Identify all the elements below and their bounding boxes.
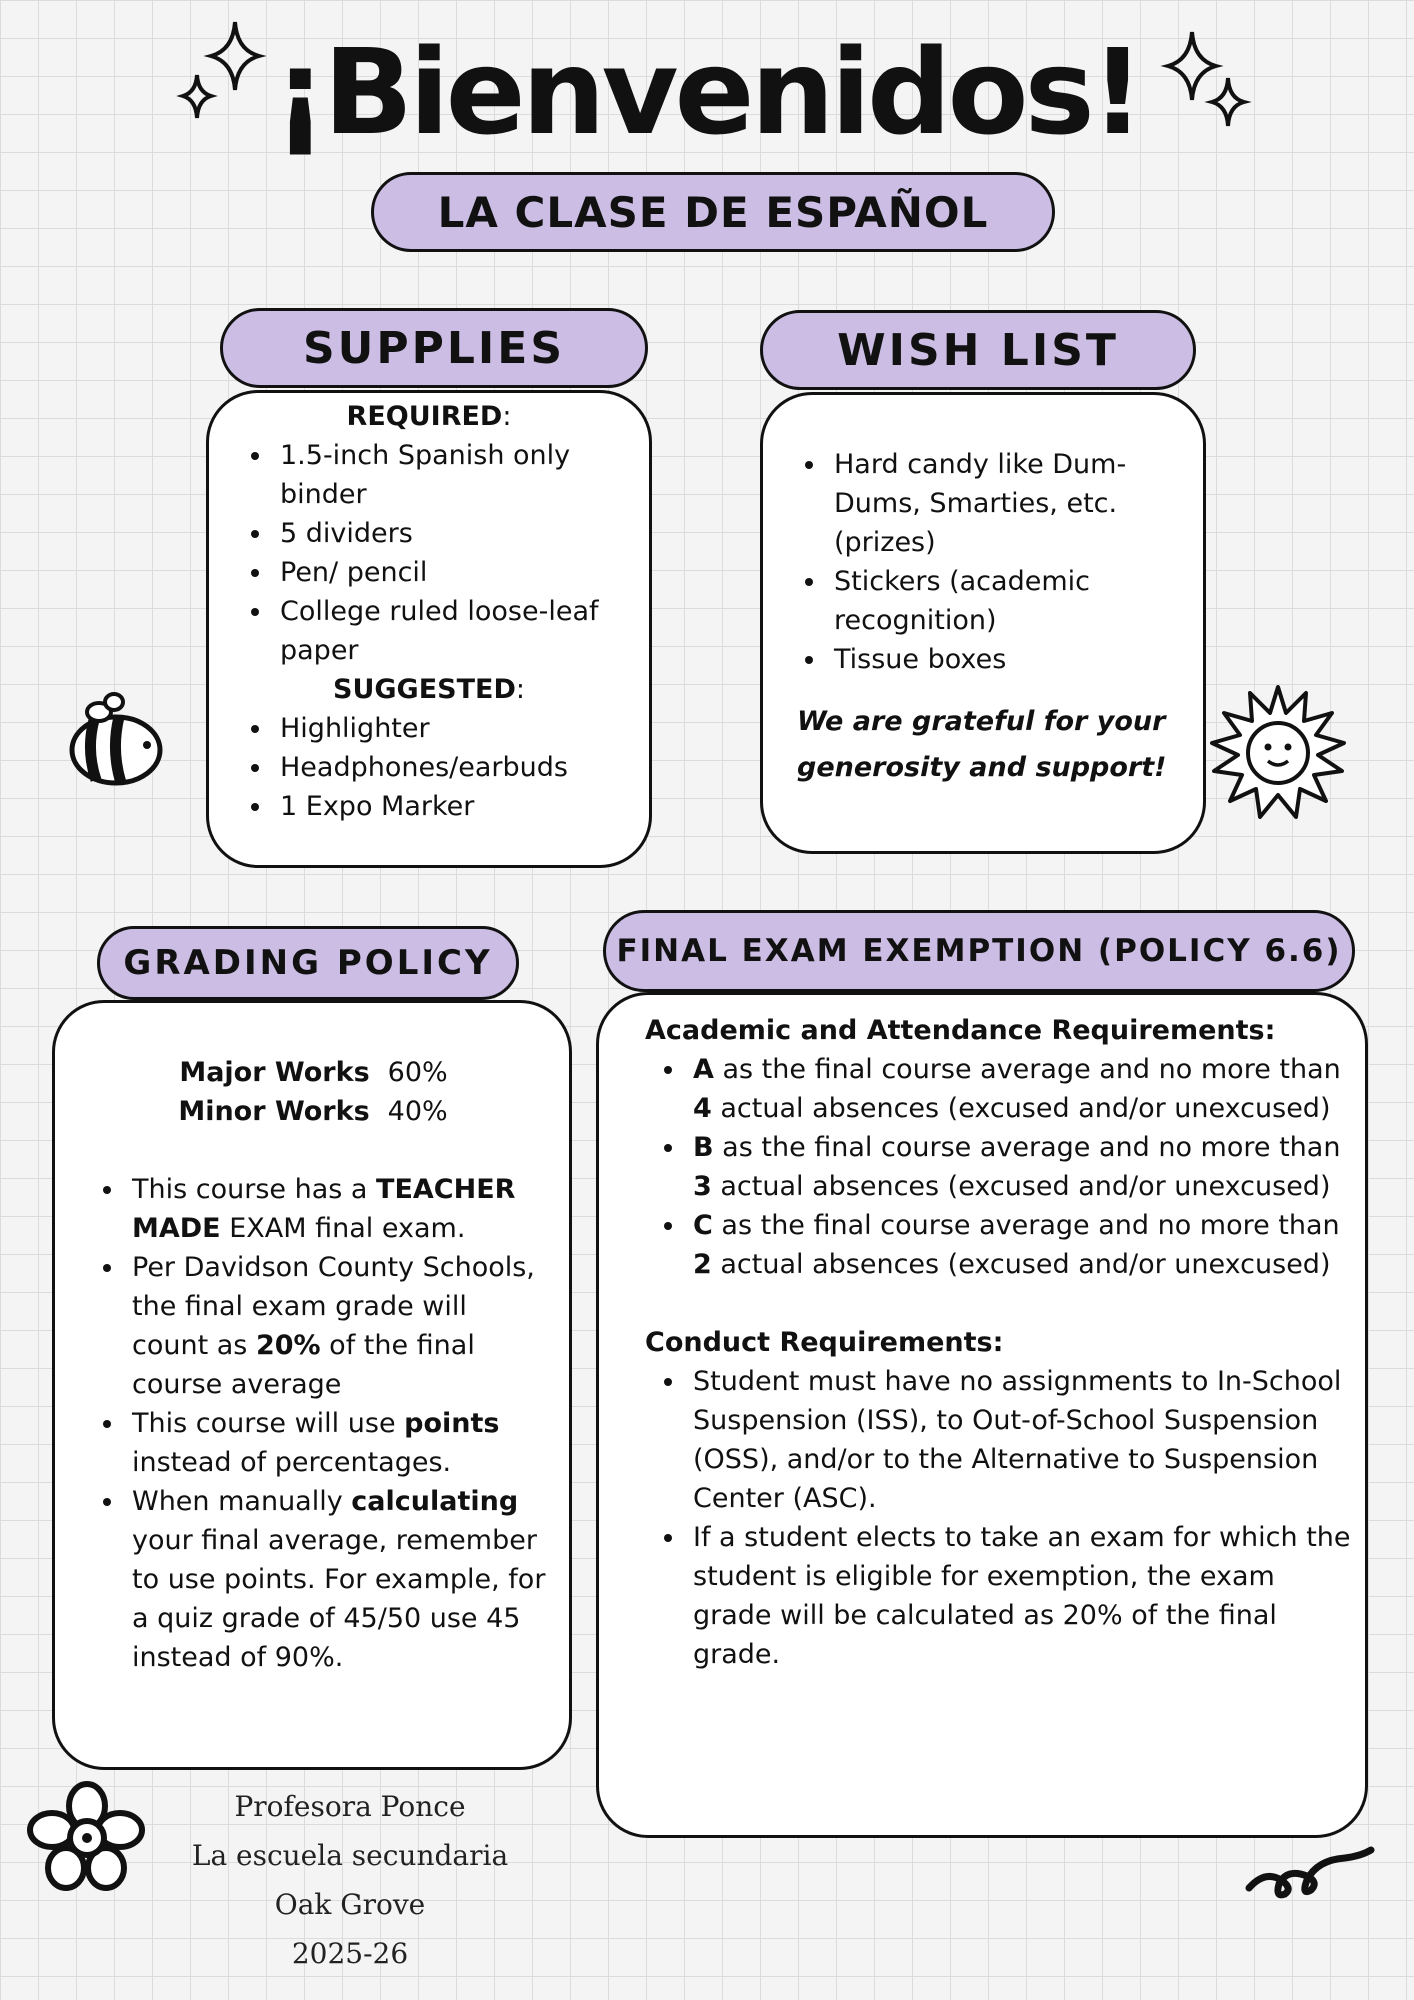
list-item: 1 Expo Marker: [280, 787, 635, 826]
suggested-list: [223, 709, 635, 826]
list-item: Pen/ pencil: [280, 553, 635, 592]
page-title: ¡Bienvenidos!: [273, 23, 1141, 161]
list-item: C as the final course average and no more than 2 actual absences (excused and/or unexcused): [693, 1206, 1351, 1284]
supplies-box: REQUIRED: 1.5-inch Spanish only binder 5 dividers Pen/ pencil College ruled loose-leaf paper SUGGESTED: Highlighter Headphones/earbuds 1 Expo Marker: [206, 390, 652, 868]
list-item: 5 dividers: [280, 514, 635, 553]
sun-icon: [1208, 683, 1348, 823]
list-item: A as the final course average and no more than 4 actual absences (excused and/or unexcused): [693, 1050, 1351, 1128]
list-item: Stickers (academic recognition): [834, 562, 1183, 640]
required-label: REQUIRED: [346, 401, 503, 432]
class-subtitle: LA CLASE DE ESPAÑOL: [371, 172, 1055, 252]
bee-icon: [64, 690, 179, 790]
academic-heading: Academic and Attendance Requirements:: [645, 1015, 1276, 1046]
minor-value: 40%: [387, 1096, 448, 1127]
major-label: Major Works: [179, 1057, 370, 1088]
list-item: Hard candy like Dum-Dums, Smarties, etc. (prizes): [834, 445, 1183, 562]
academic-list: [645, 1050, 1351, 1284]
exemption-box: [596, 992, 1368, 1838]
wishlist-heading: WISH LIST: [760, 310, 1196, 390]
list-item: Headphones/earbuds: [280, 748, 635, 787]
thanks-message: We are grateful for your generosity and support!: [797, 706, 1167, 783]
conduct-list: [645, 1362, 1351, 1674]
school-name: La escuela secundaria: [191, 1839, 509, 1872]
grading-list: [75, 1170, 551, 1677]
list-item: Highlighter: [280, 709, 635, 748]
weights-table: [75, 1053, 551, 1131]
list-item: Tissue boxes: [834, 640, 1183, 679]
major-value: 60%: [387, 1057, 448, 1088]
suggested-label: SUGGESTED: [333, 674, 516, 705]
school-year: 2025-26: [291, 1937, 409, 1970]
grading-box: [52, 1000, 572, 1770]
supplies-heading: SUPPLIES: [220, 308, 648, 388]
required-list: [223, 436, 635, 670]
wishlist-list: [777, 445, 1183, 679]
list-item: If a student elects to take an exam for which the student is eligible for exemption, the exam grade will be calculated as 20% of the final grade.: [693, 1518, 1351, 1674]
list-item: When manually calculating your final average, remember to use points. For example, for a quiz grade of 45/50 use 45 instead of 90%.: [132, 1482, 551, 1677]
teacher-name: Profesora Ponce: [234, 1790, 466, 1823]
list-item: Student must have no assignments to In-School Suspension (ISS), to Out-of-School Suspension (OSS), and/or to the Alternative to Suspension Center (ASC).: [693, 1362, 1351, 1518]
flower-icon: [30, 1782, 145, 1892]
wishlist-box: [760, 392, 1206, 854]
list-item: Per Davidson County Schools, the final exam grade will count as 20% of the final course average: [132, 1248, 551, 1404]
squiggle-icon: [1245, 1840, 1375, 1900]
list-item: B as the final course average and no more than 3 actual absences (excused and/or unexcused): [693, 1128, 1351, 1206]
footer: [150, 1782, 550, 1978]
conduct-heading: Conduct Requirements:: [645, 1327, 1004, 1358]
school-place: Oak Grove: [274, 1888, 426, 1921]
exemption-heading: FINAL EXAM EXEMPTION (POLICY 6.6): [603, 910, 1355, 992]
minor-label: Minor Works: [178, 1096, 370, 1127]
list-item: This course will use points instead of percentages.: [132, 1404, 551, 1482]
list-item: This course has a TEACHER MADE EXAM final exam.: [132, 1170, 551, 1248]
list-item: 1.5-inch Spanish only binder: [280, 436, 635, 514]
grading-heading: GRADING POLICY: [97, 926, 519, 1000]
list-item: College ruled loose-leaf paper: [280, 592, 635, 670]
